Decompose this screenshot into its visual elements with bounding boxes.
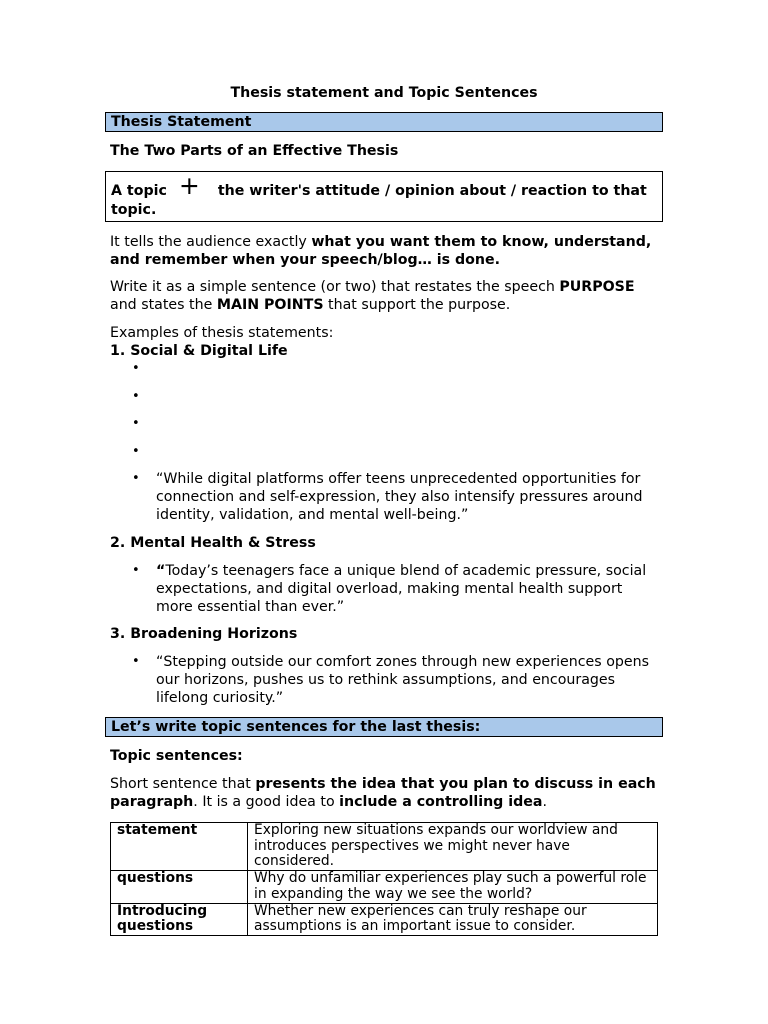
paragraph-emphasis: PURPOSE <box>559 279 635 295</box>
paragraph-text: Write it as a simple sentence (or two) that restates the speech <box>110 279 560 295</box>
bullet-list-2 <box>110 562 658 616</box>
paragraph-text: that support the purpose. <box>323 297 511 313</box>
paragraph-emphasis: include a controlling idea <box>339 794 543 810</box>
list-item <box>156 388 658 406</box>
bullet-list-3 <box>110 653 658 707</box>
paragraph-topic-sentence <box>110 775 658 811</box>
bullet-list-1 <box>110 360 658 524</box>
paragraph-simple-sentence <box>110 278 658 314</box>
section-heading-2: 2. Mental Health & Stress <box>110 534 316 551</box>
list-item: • “While digital platforms offer teens unprecedented opportunities for connection and self-expression, they also intensify pressures around identity, validation, and mental well-being.” <box>156 470 658 524</box>
table-row <box>111 903 658 935</box>
list-item <box>156 443 658 461</box>
table-value-cell: Exploring new situations expands our worldview and introduces perspectives we might never have considered. <box>248 823 658 871</box>
paragraph-text: Short sentence that <box>110 776 256 792</box>
table-key-cell: statement <box>111 823 248 871</box>
subheading-two-parts: The Two Parts of an Effective Thesis <box>110 143 399 159</box>
list-item: • “Stepping outside our comfort zones through new experiences opens our horizons, pushes us to rethink assumptions, and encourages lifelong curiosity.” <box>156 653 658 707</box>
paragraph-text: It tells the audience exactly <box>110 234 312 250</box>
section-band-topic-sentences: Let’s write topic sentences for the last thesis: <box>105 717 663 737</box>
thesis-formula-box <box>105 171 663 222</box>
paragraph-text: . It is a good idea to <box>193 794 340 810</box>
list-item <box>156 415 658 433</box>
table-row <box>111 871 658 903</box>
paragraph-emphasis: MAIN POINTS <box>216 297 324 313</box>
topic-sentence-table <box>110 822 658 936</box>
list-item <box>156 562 658 616</box>
paragraph-emphasis: what you want them to know, understand, and remember when your speech/blog… is done. <box>110 234 652 268</box>
table-value-cell: Why do unfamiliar experiences play such a powerful role in expanding the way we see the world? <box>248 871 658 903</box>
examples-label: Examples of thesis statements: <box>110 325 334 341</box>
topic-sentences-label: Topic sentences: <box>110 748 243 764</box>
table-key-cell: Introducing questions <box>111 903 248 935</box>
document-title: Thesis statement and Topic Sentences <box>230 85 538 101</box>
quote-mark: “ <box>156 562 166 579</box>
table-value-cell: Whether new experiences can truly reshape our assumptions is an important issue to consider. <box>248 903 658 935</box>
formula-attitude: the writer's attitude / opinion about / reaction to that topic. <box>111 183 647 218</box>
list-item <box>156 360 658 378</box>
paragraph-emphasis: presents the idea that you plan to discuss in each paragraph <box>110 776 656 810</box>
table-row <box>111 823 658 871</box>
paragraph-text: . <box>542 794 548 810</box>
table-key-cell: questions <box>111 871 248 903</box>
plus-icon: + <box>178 171 200 200</box>
section-heading-1: 1. Social & Digital Life <box>110 343 288 359</box>
document-page <box>110 84 658 936</box>
section-band-thesis: Thesis Statement <box>105 112 663 132</box>
paragraph-audience <box>110 233 658 269</box>
section-heading-3: 3. Broadening Horizons <box>110 626 298 642</box>
paragraph-text: and states the <box>110 297 217 313</box>
formula-topic: A topic <box>111 183 167 199</box>
list-item-text: Today’s teenagers face a unique blend of academic pressure, social expectations, and digital overload, making mental health support more essential than ever.” <box>156 562 647 615</box>
